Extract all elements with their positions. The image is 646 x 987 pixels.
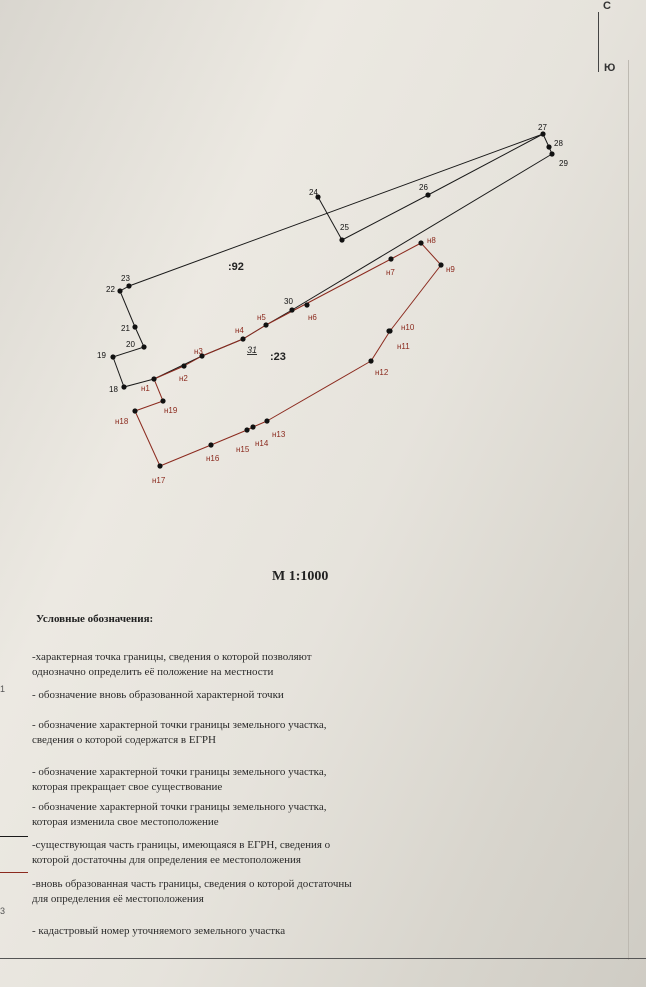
point-label: н1: [141, 384, 150, 393]
legend-item-moved-point: - обозначение характерной точки границы земельного участка, которая изменила свое местоположение: [32, 801, 327, 828]
boundary-point: [418, 240, 423, 245]
bottom-rule: [0, 958, 646, 959]
point-label: 30: [284, 297, 293, 306]
boundary-point: [151, 376, 156, 381]
legend-existing-boundary-line: [0, 836, 28, 837]
existing-boundary-segment: [428, 134, 543, 195]
boundary-point: [386, 328, 391, 333]
point-label: н16: [206, 454, 220, 463]
map-scale: М 1:1000: [272, 569, 329, 584]
legend-item-new-boundary: -вновь образованная часть границы, сведения о которой достаточны для определения её местоположения: [32, 878, 352, 905]
boundary-point: [388, 256, 393, 261]
compass-north-label: С: [603, 0, 611, 12]
new-boundary-segment: [371, 331, 390, 361]
legend-title: Условные обозначения:: [36, 613, 154, 625]
boundary-point: [263, 322, 268, 327]
new-boundary-segment: [135, 411, 160, 466]
parcel-label-23: :23: [270, 351, 286, 363]
point-label: н7: [386, 268, 395, 277]
margin-mark-1: 1: [0, 684, 6, 694]
new-boundary-segment: [184, 356, 202, 366]
existing-boundary-segment: [342, 195, 428, 240]
boundary-point: [540, 131, 545, 136]
point-label: 22: [106, 285, 115, 294]
point-label: н5: [257, 313, 266, 322]
boundary-points: [110, 131, 554, 468]
point-label: н3: [194, 347, 203, 356]
point-label: 18: [109, 385, 118, 394]
new-boundary-segment: [391, 243, 421, 259]
boundary-point: [289, 307, 294, 312]
point-label: н14: [255, 439, 269, 448]
legend-item-removed-point: - обозначение характерной точки границы земельного участка, которая прекращает свое существование: [32, 766, 327, 793]
point-label: 28: [554, 139, 563, 148]
boundary-point: [117, 288, 122, 293]
point-label: н9: [446, 265, 455, 274]
boundary-point: [110, 354, 115, 359]
boundary-point: [425, 192, 430, 197]
legend-item-new-point: - обозначение вновь образованной характерной точки: [32, 689, 284, 701]
existing-boundary-segment: [129, 134, 543, 286]
point-label: 27: [538, 123, 547, 132]
point-label: 20: [126, 340, 135, 349]
new-boundary-segment: [211, 430, 247, 445]
legend-item-existing-boundary: -существующая часть границы, имеющаяся в ЕГРН, сведения о которой достаточны для определения ее местоположения: [32, 839, 331, 866]
boundary-point: [160, 398, 165, 403]
new-boundary-segment: [160, 445, 211, 466]
boundary-point: [438, 262, 443, 267]
margin-mark-3: 3: [0, 906, 6, 916]
new-boundary-segment: [135, 401, 163, 411]
new-boundary-segment: [421, 243, 441, 265]
existing-boundary-segment: [292, 154, 552, 310]
point-label: н17: [152, 476, 166, 485]
point-label: 23: [121, 274, 130, 283]
point-label: 26: [419, 183, 428, 192]
existing-boundary-segment: [129, 197, 318, 286]
legend-item-characteristic-point: -характерная точка границы, сведения о которой позволяют однозначно определить её положение на местности: [32, 651, 312, 678]
boundary-point: [264, 418, 269, 423]
point-label: н2: [179, 374, 188, 383]
point-label: н15: [236, 445, 250, 454]
boundary-point: [121, 384, 126, 389]
point-label: 19: [97, 351, 106, 360]
legend-item-egrn-point: - обозначение характерной точки границы земельного участка, сведения о которой содержатся в ЕГРН: [32, 719, 327, 746]
point-labels: [97, 123, 568, 485]
point-label: н4: [235, 326, 244, 335]
compass-south-label: Ю: [604, 62, 616, 74]
new-boundary-segment: [154, 379, 163, 401]
boundary-point: [368, 358, 373, 363]
boundary-point: [132, 324, 137, 329]
point-label: 25: [340, 223, 349, 232]
point-label: н13: [272, 430, 286, 439]
new-boundary-segment: [390, 265, 441, 331]
boundary-point: [549, 151, 554, 156]
boundary-point: [126, 283, 131, 288]
boundary-point: [339, 237, 344, 242]
boundary-point: [208, 442, 213, 447]
point-label: 21: [121, 324, 130, 333]
boundary-point: [141, 344, 146, 349]
new-boundary-segment: [267, 361, 371, 421]
point-label: н12: [375, 368, 389, 377]
boundary-point: [304, 302, 309, 307]
point-label: н18: [115, 417, 129, 426]
existing-boundary-segment: [120, 291, 135, 327]
new-boundary-segment: [243, 325, 266, 339]
parcel-label-31: 31: [247, 345, 258, 355]
legend-new-boundary-line: [0, 872, 28, 873]
boundary-point: [240, 336, 245, 341]
existing-boundary-segment: [318, 197, 342, 240]
point-label: н8: [427, 236, 436, 245]
point-label: н19: [164, 406, 178, 415]
boundary-point: [157, 463, 162, 468]
existing-boundary-segment: [113, 357, 124, 387]
boundary-point: [250, 424, 255, 429]
point-label: 24: [309, 188, 318, 197]
boundary-point: [244, 427, 249, 432]
new-boundary-segment: [266, 259, 391, 325]
existing-boundary-segment: [135, 327, 144, 347]
point-label: 29: [559, 159, 568, 168]
boundary-point: [546, 144, 551, 149]
legend-item-cadastral-number: - кадастровый номер уточняемого земельного участка: [32, 925, 286, 937]
new-boundary-segment: [202, 339, 243, 356]
point-label: н10: [401, 323, 415, 332]
parcel-label-92: :92: [228, 261, 244, 273]
new-boundaries: [135, 243, 441, 466]
boundary-point: [132, 408, 137, 413]
boundary-point: [181, 363, 186, 368]
existing-boundaries: [113, 134, 552, 387]
point-label: н11: [397, 342, 410, 351]
point-label: н6: [308, 313, 317, 322]
